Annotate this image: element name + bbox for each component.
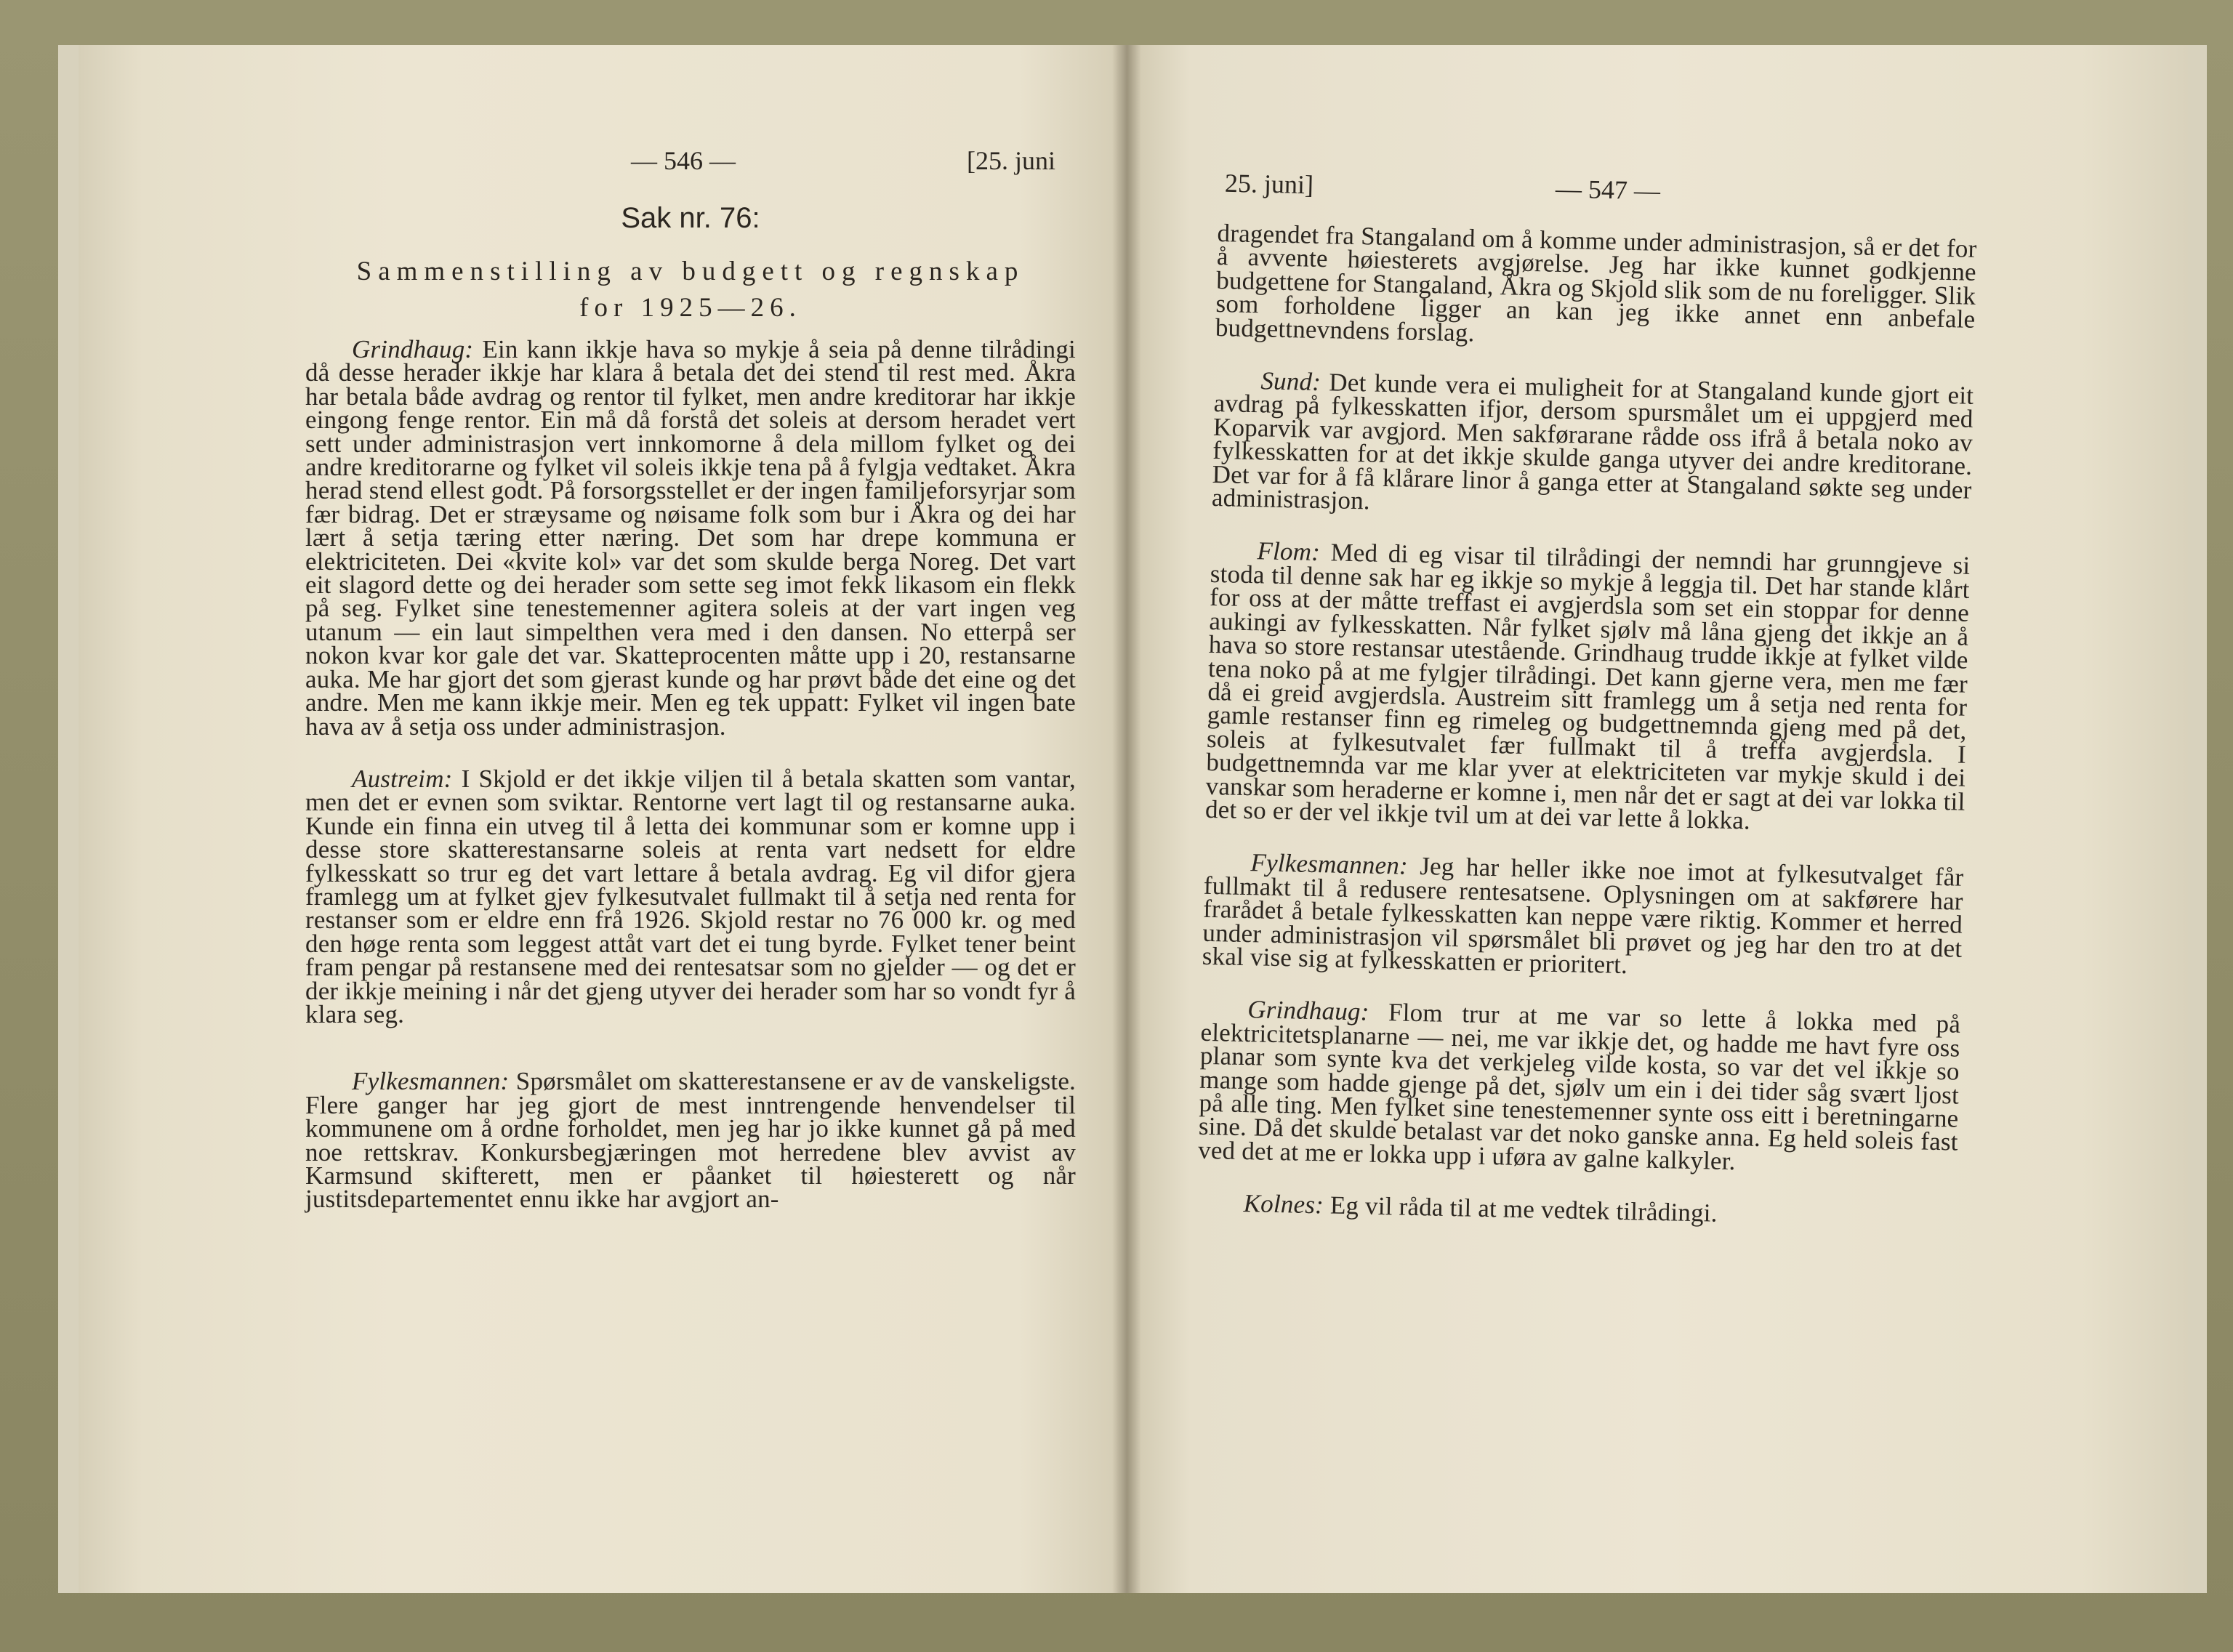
case-subject-line-2: for 1925—26. bbox=[579, 293, 802, 323]
speech-text: Jeg har heller ikke noe imot at fylkesutvalget får fullmakt til å redusere rentesatsene. Oplysningen om at sakførere har frarådet å betale fylkesskatten kan neppe være riktig. Kommer et herred under administrasjon vil spørsmålet bli prøvet og jeg har den tro at det skal vise sig at fylkesskatten er prioritert. bbox=[1202, 852, 1964, 980]
case-title: Sak nr. 76: bbox=[621, 202, 760, 234]
speaker-name: Sund: bbox=[1260, 366, 1321, 397]
speech-text: I Skjold er det ikkje viljen til å betala skatten som vantar, men det er evnen som sviktar. Rentorne vert lagt til og restansarne auka. Kunde ein finna ein utveg til å letta dei kommunar som er komne upp i desse store skatterestansarne soleis at renta vart nedsett for eldre fylkesskatt so trur eg det vart lettare å betala avdrag. Eg vil difor gjera framlegg um at fylket gjev fylkesutvalet fullmakt til å setja ned renta for restanser som er eldre enn frå 1926. Skjold restar no 76 000 kr. og med den høge renta som leggest attåt vart det ei tung byrde. Fylket tener beint fram pengar på restansene med dei rentesatsar som no gjelder — og det er der ikkje meining i når det gjeng utyver dei herader som har so vondt fyr å klara seg. bbox=[305, 764, 1077, 1028]
speaker-name: Fylkesmannen: bbox=[1250, 848, 1409, 881]
speech-text: Flom trur at me var so lette å lokka med på elektricitetsplanarne — nei, me var ikkje det, og hadde me havt fyre oss planar som synte kva det verkjeleg vilde kosta, so var det vel ikkje so mange som hadde gjenge på det, sjølv um ein i dei tider såg svært ljost på alle ting. Men fylket sine tenestemenner synte oss eitt i beretningarne sine. Då det skulde betalast var det noko ganske anna. Eg held soleis fast ved det at me er lokka upp i uføra av galne kalkyler. bbox=[1197, 998, 1961, 1176]
paragraph bbox=[305, 335, 1076, 741]
left-page-text bbox=[305, 335, 1077, 1214]
speech-text: Ein kann ikkje hava so mykje å seia på denne tilrådingi då desse herader ikkje har klara å betala det dei stend til rest med. Åkra har betala både avdrag og rentor til fylket, men andre kreditorar har ikkje eingong fenge rentor. Ein må då forstå det soleis at dersom heradet vert sett under administrasjon vert innkomorne å dela millom fylket og dei andre kreditorarne og fylket vil soleis ikkje tena på å fylgja vedtaket. Åkra herad stend ellest godt. På forsorgsstellet er der ingen familjeforsyrjar som fær bidrag. Det er stræysame og nøisame folk som bur i Åkra og dei har lært å setja tæring etter næring. Det som har drepe kommuna er elektriciteten. Dei «kvite kol» var det som skulde berga Noreg. Det vart eit slagord dette og dei herader som sette seg imot fekk likasom ein flekk på seg. Fylket sine tenestemenner agitera soleis at der vart ingen veg utanum — ein laut simpelthen vera med i den dansen. No etterpå ser nokon kvar kor gale det var. Skatteprocenten måtte upp i 20, restansarne auka. Me har gjort det som gjerast kunde og har prøvt både det eine og det andre. Men me kann ikkje meir. Men eg tek uppatt: Fylket vil ingen bate hava av å setja oss under administrasjon. bbox=[305, 335, 1076, 741]
speaker-name: Grindhaug: bbox=[352, 335, 474, 363]
speaker-name: Grindhaug: bbox=[1247, 995, 1369, 1026]
left-page-date: [25. juni bbox=[967, 146, 1055, 175]
speech-text: Eg vil råda til at me vedtek tilrådingi. bbox=[1329, 1190, 1718, 1228]
speech-text: dragendet fra Stangaland om å komme under administrasjon, så er det for å avvente høiesterets avgjørelse. Jeg har ikke kunnet godkjenne budgettene for Stangaland, Åkra og Skjold slik som de nu foreligger. Slik som forholdene ligger an kan jeg ikke annet enn anbefale budgettnevndens forslag. bbox=[1215, 219, 1977, 347]
speaker-name: Kolnes: bbox=[1243, 1189, 1324, 1220]
speech-text: Med di eg visar til tilrådingi der nemndi har grunngjeve si stoda til denne sak har eg ikkje so mykje å leggja til. Det har stande klårt for oss at der måtte treffast ei avgjerdsla som set ein stoppar for denne aukingi av fylkesskatten. Når fylket sjølv må låna gjeng det ikkje an å hava so store restansar utestående. Grindhaug trudde ikkje at fylket vilde tena noko på at me fylgjer tilrådingi. Det kann gjerne vera, men me fær då ei greid avgjerdsla. Austreim sitt framlegg um å setja ned renta for gamle restanser finn eg rimeleg og budgettnemnda gjeng med på det, soleis at fylkesutvalet fær fullmakt til å treffa avgjerdsla. I budgettnemnda var me klar yver at elektriciteten var mykje skuld i dei vanskar som heraderne er komne i, men når det er sagt at dei var lokka til det so er der vel ikkje tvil um at dei var lette å lokka. bbox=[1204, 538, 1971, 835]
paragraph bbox=[1202, 850, 1963, 984]
speaker-name: Austreim: bbox=[352, 764, 453, 793]
paragraph bbox=[1212, 368, 1974, 525]
speaker-name: Fylkesmannen: bbox=[352, 1067, 510, 1096]
paragraph bbox=[1198, 997, 1961, 1178]
paragraph bbox=[305, 1067, 1077, 1214]
right-page-date: 25. juni] bbox=[1224, 168, 1314, 200]
paragraph bbox=[305, 764, 1077, 1028]
case-subject-line-1: Sammenstilling av budgett og regnskap bbox=[356, 257, 1025, 286]
paragraph bbox=[1215, 219, 1977, 355]
right-page-text bbox=[1196, 219, 1977, 1230]
book-gutter bbox=[1112, 45, 1141, 1593]
speech-text: Det kunde vera ei muligheit for at Stangaland kunde gjort eit avdrag på fylkesskatten ifjor, dersom spursmålet um ei uppgjerd med Koparvik var avgjord. Men sakførarane rådde oss ifrå å betala noko av fylkesskatten for at det ikkje skulde ganga utyver dei andre kreditorane. Det var for å få klårare linor å ganga etter at Stangaland søkte seg under administrasjon. bbox=[1211, 368, 1974, 515]
speaker-name: Flom: bbox=[1257, 536, 1321, 567]
speech-text: Spørsmålet om skatterestansene er av de vanskeligste. Flere ganger har jeg gjort de mest inntrengende henvendelser til kommunene om å ordne forholdet, men jeg har jo ikke kunnet gå på med noe rettskrav. Konkursbegjæringen mot herredene blev avvist av Karmsund skifterett, men er påanket til høiesterett og når justitsdepartementet ennu ikke har avgjort an- bbox=[305, 1067, 1077, 1214]
paragraph bbox=[1204, 536, 1971, 837]
right-page-number: — 547 — bbox=[1555, 174, 1661, 206]
left-page-number: — 546 — bbox=[631, 146, 736, 175]
